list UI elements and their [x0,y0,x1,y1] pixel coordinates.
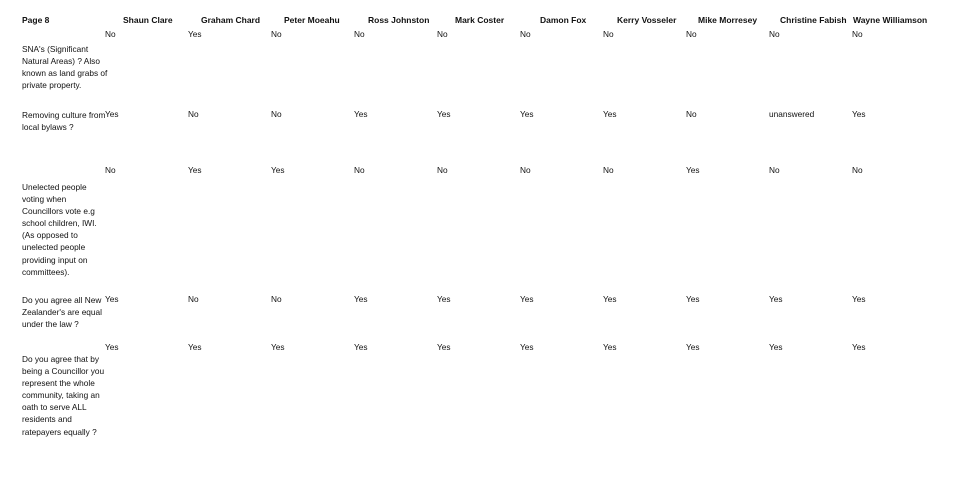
answer-cell: Yes [603,294,617,304]
answer-cell: Yes [686,342,700,352]
answer-cell: Yes [520,109,534,119]
candidate-header: Graham Chard [201,15,261,25]
candidate-header: Christine Fabish [780,15,847,25]
question-text: Do you agree that by being a Councillor you represent the whole community, taking an oath to serve ALL residents and ratepayers equally ? [22,354,105,437]
answer-cell: Yes [354,342,368,352]
candidate-header: Peter Moeahu [284,15,340,25]
answer-cell: Yes [188,29,202,39]
candidate-header: Kerry Vosseler [617,15,677,25]
answer-cell: No [354,29,365,39]
answer-cell: Yes [354,294,368,304]
answer-cell: Yes [603,342,617,352]
candidate-header: Damon Fox [540,15,587,25]
answer-cell: No [354,165,365,175]
answer-cell: Yes [105,294,119,304]
answer-cell: No [686,29,697,39]
answer-cell: No [603,165,614,175]
answer-cell: Yes [188,165,202,175]
answer-cell: No [603,29,614,39]
answer-cell: unanswered [769,109,815,119]
answer-cell: Yes [437,342,451,352]
answer-cell: Yes [520,342,534,352]
answer-cell: No [437,165,448,175]
answer-cell: Yes [686,294,700,304]
question-text: Unelected people voting when Councillors vote e.g school children, IWI. (As opposed to unelected people providing input on committees). [22,182,97,277]
page-label: Page 8 [22,15,50,25]
answer-cell: Yes [437,109,451,119]
answer-cell: No [852,165,863,175]
answer-cell: Yes [852,342,866,352]
answer-cell: Yes [105,109,119,119]
answer-cell: No [271,109,282,119]
candidate-header: Mike Morresey [698,15,758,25]
answer-cell: Yes [686,165,700,175]
answer-cell: Yes [769,294,783,304]
candidate-header: Ross Johnston [368,15,430,25]
answer-cell: No [769,29,780,39]
answer-cell: Yes [271,165,285,175]
answer-cell: No [105,165,116,175]
answer-cell: Yes [105,342,119,352]
answer-cell: Yes [603,109,617,119]
answer-cell: No [520,165,531,175]
answer-cell: No [520,29,531,39]
answer-cell: Yes [852,109,866,119]
answer-cell: No [105,29,116,39]
answer-cell: No [852,29,863,39]
answer-cell: Yes [769,342,783,352]
question-text: Do you agree all New Zealander's are equal under the law ? [22,295,102,330]
answer-cell: No [271,29,282,39]
answer-cell: No [188,109,199,119]
answer-cell: No [188,294,199,304]
answer-cell: Yes [520,294,534,304]
answer-cell: Yes [852,294,866,304]
answer-cell: Yes [437,294,451,304]
answer-cell: Yes [271,342,285,352]
answer-cell: Yes [354,109,368,119]
answer-cell: No [437,29,448,39]
answer-cell: No [686,109,697,119]
answer-cell: No [769,165,780,175]
candidate-header: Shaun Clare [123,15,173,25]
question-text: Removing culture from local bylaws ? [22,110,106,133]
candidate-header: Wayne Williamson [853,15,928,25]
candidate-header: Mark Coster [455,15,505,25]
answer-cell: No [271,294,282,304]
answer-cell: Yes [188,342,202,352]
question-text: SNA's (Significant Natural Areas) ? Also known as land grabs of private property. [22,44,108,91]
